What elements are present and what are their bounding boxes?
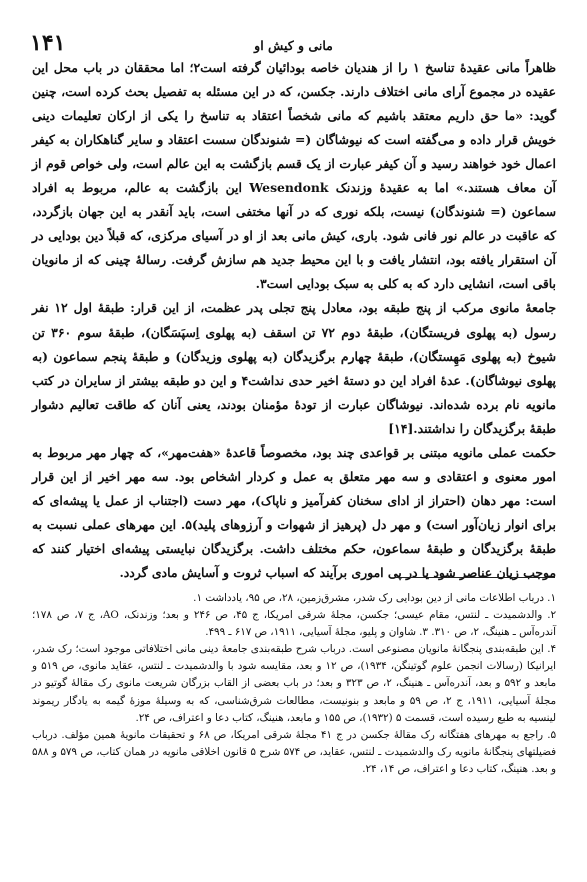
- paragraph-reincarnation: ظاهراً مانی عقیدهٔ تناسخ ۱ را از هندیان خاصه بودائیان گرفته است۲؛ اما محققان در باب محل این عقیده در مجموع آرای مانی اختلاف دارند. جکسن، که در این مسئله به تفصیل بحث کرده است، چنین گوید: «ما حق داریم معتقد باشیم که مانی شخصاً اعتقاد به تناسخ را یکی از ارکان تعلیمات دینی خویش قرار داده و می‌گفته است که نیوشاگان (= شنوندگان سست اعتقاد و سایر گناهکاران به کیفر اعمال خود خواهند رسید و آن کیفر عبارت از یک قسم بازگشت به این عالم است، ولی خواص قوم از آن معاف هستند.» اما به عقیدهٔ وزندنک Wesendonk این بازگشت به عالم، مربوط به افراد سماعون (= شنوندگان) نیست، بلکه نوری که در آنها مختفی است، باید آنقدر به این جهان بازگردد، که عاقبت در عالم نور فانی شود. باری، کیش مانی بعد از او در آسیای مرکزی، که قبلاً دین بودایی در آن استقرار یافته بود، انتشار یافت و با این محیط جدید هم سازش گرفت. رسالهٔ چینی که از مانویان باقی است، انشایی دارد که به کلی به سبک بودایی است۳.: [32, 60, 556, 292]
- footnote-separator: [395, 577, 555, 578]
- footnote-2-3: ۲. والدشمیدت ـ لنتس، مقام عیسی؛ جکسن، مجلهٔ شرقی امریکا، ج ۴۵، ص ۲۴۶ و بعد؛ وزندنک، AO، ج ۷، ص ۱۷۸؛ آندره‌آس ـ هنینگ، ۲، ص ۳۱۰. ۳. شاوان و پلیو، مجلهٔ آسیایی، ۱۹۱۱، ص ۶۱۷ ـ ۴۹۹.: [32, 609, 556, 639]
- running-title: مانی و کیش او: [254, 38, 333, 53]
- paragraph-seven-seals: حکمت عملی مانویه مبتنی بر قواعدی چند بود، مخصوصاً قاعدهٔ «هفت‌مهر»، که چهار مهر مربوط به امور معنوی و اعتقادی و سه مهر متعلق به عمل و کردار اشخاص بود. سه مهر اخیر از این قرار است: مهر دهان (احتراز از ادای سخنان کفرآمیز و ناپاک)، مهر دست (اجتناب از عمل یا پیشه‌ای که برای انوار زیان‌آور است) و مهر دل (پرهیز از شهوات و آرزوهای پلید)۵. این مهرهای عملی نسبت به طبقهٔ برگزیدگان و طبقهٔ سماعون، حکم مختلف داشت. برگزیدگان نبایستی پیشه‌ای اختیار کنند که موجب زیان عناصر شود یا در پی اموری برآیند که اسباب ثروت و آسایش مادی گردد.: [32, 444, 556, 580]
- footnote-5: ۵. راجع به مهرهای هفتگانه رک مقالهٔ جکسن در ج ۴۱ مجلهٔ شرقی امریکا، ص ۶۸ و تحقیقات مانویهٔ همین مؤلف. درباب فضیلتهای پنجگانهٔ مانویه رک والدشمیدت ـ لنتس، عقاید، ص ۵۷۴ شرح ۵ قانون اخلاقی مانویه در همان کتاب، ص ۵۷۹ و ۵۸۸ و بعد. هنینگ، کتاب دعا و اعتراف، ص ۱۴، ۲۴.: [32, 728, 556, 775]
- footnotes: [32, 590, 556, 778]
- main-text: [32, 56, 556, 585]
- footnote-1: ۱. درباب اطلاعات مانی از دین بودایی رک شدر، مشرق‌زمین، ۲۸، ص ۹۵، یادداشت ۱.: [193, 592, 556, 604]
- paragraph-community-classes: جامعهٔ مانوی مرکب از پنج طبقه بود، معادل پنج تجلی پدر عظمت، از این قرار: طبقهٔ اول ۱۲ نفر رسول (به پهلوی فریستگان)، طبقهٔ دوم ۷۲ تن اسقف (به پهلوی اِسپَسَگان)، طبقهٔ سوم ۳۶۰ تن شیوخ (به پهلوی مَهِستگان)، طبقهٔ چهارم برگزیدگان (به پهلوی وزیدگان) و طبقهٔ پنجم سماعون (به پهلوی نیوشاگان). عدهٔ افراد این دو دستهٔ اخیر حدی نداشت۴ و این دو طبقه بیشتر از سایران در کتب مانویه نام برده شده‌اند. نیوشاگان عبارت از تودهٔ مؤمنان بودند، یعنی آنان که طاقت تعالیم دشوار طبقهٔ برگزیدگان را نداشتند.[۱۴]: [32, 300, 556, 436]
- page-number: ۱۴۱: [30, 30, 66, 56]
- footnote-4: ۴. این طبقه‌بندی پنجگانهٔ مانویان مصنوعی است. درباب شرح طبقه‌بندی جامعهٔ دینی مانی اختلافاتی موجود است؛ رک شدر، ایرانیکا (رسالات انجمن علوم گوتینگن، ۱۹۳۴)، ص ۱۲ و بعد، مقایسه شود با والدشمیدت ـ لنتس، عقاید مانوی، ص ۵۱۹ و مابعد و ۵۹۲ و بعد، آندره‌آس ـ هنینگ، ۲، ص ۳۲۳ و بعد؛ در باب بعضی از القاب بزرگان شریعت مانوی رک مقالهٔ گوتیو در مجلهٔ آسیایی، ۱۹۱۱، ج ۲، ص ۵۹ و مابعد و بنونیست، مطالعات شرق‌شناسی، که به وسیلهٔ موزهٔ گیمه به یادگار ریموند لینسیه به طبع رسیده است، قسمت ۵ (۱۹۳۲)، ص ۱۵۵ و مابعد، هنینگ، کتاب دعا و اعتراف، ص ۲۴.: [32, 643, 556, 724]
